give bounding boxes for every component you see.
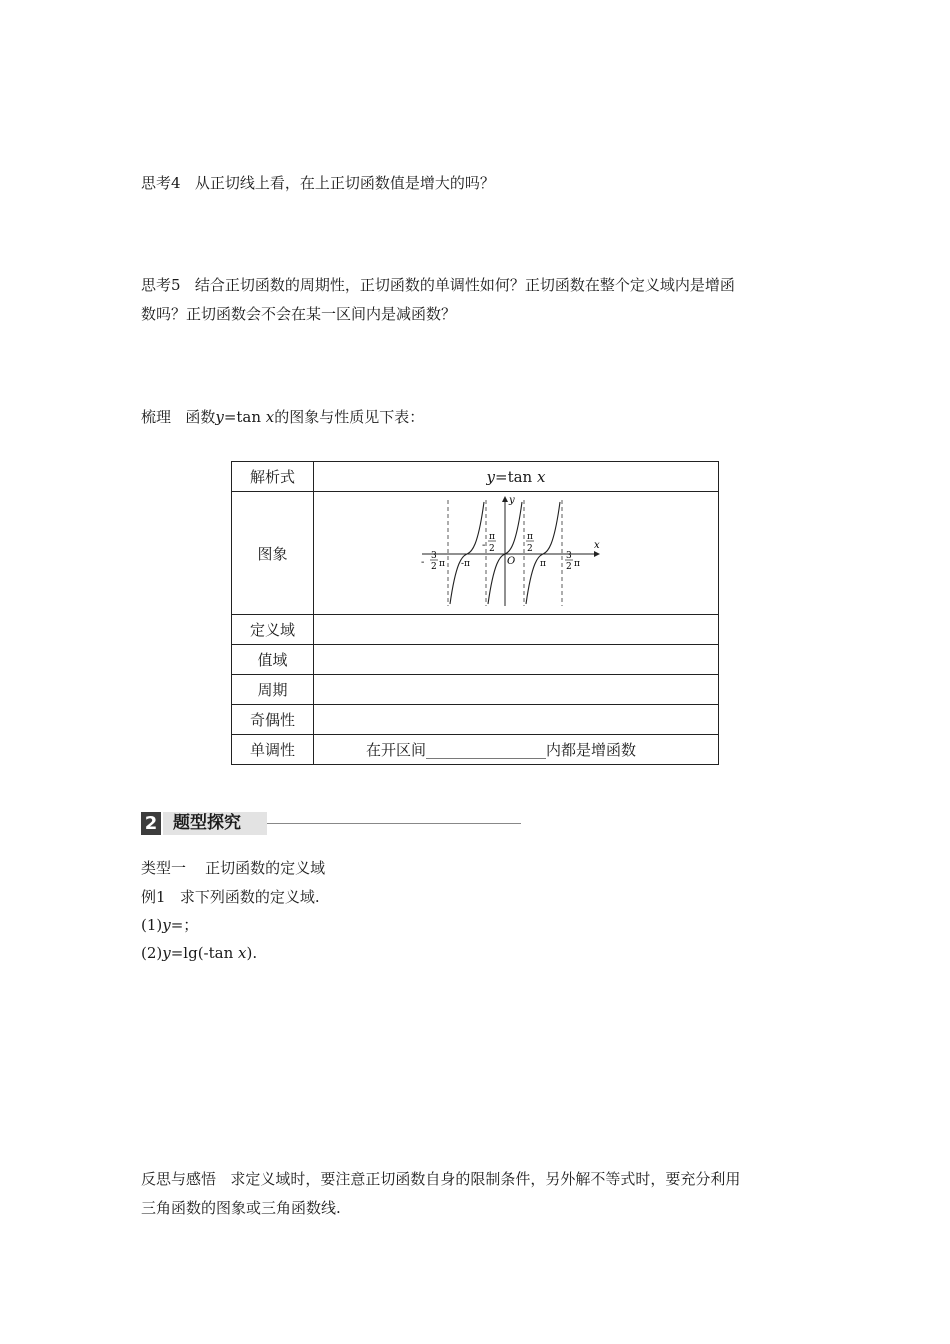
question-1 — [141, 911, 821, 940]
think5-line1: 结合正切函数的周期性，正切函数的单调性如何？正切函数在整个定义域内是增函 — [194, 276, 735, 294]
reflection-line2: 三角函数的图象或三角函数线. — [141, 1199, 341, 1217]
frac-den: 2 — [431, 562, 437, 572]
y-axis-label: y — [509, 495, 515, 506]
x-axis-label: x — [594, 540, 600, 551]
table-label-range: 值域 — [232, 645, 314, 675]
section-header — [141, 812, 521, 836]
think4-label: 思考4 — [141, 174, 181, 192]
pi-label: π — [574, 559, 580, 569]
pi-label: π — [439, 559, 445, 569]
table-label-parity: 奇偶性 — [232, 705, 314, 735]
q2-end: ). — [246, 944, 258, 962]
think4-paragraph — [141, 169, 821, 198]
table-value-period — [314, 675, 719, 705]
section-title: 题型探究 — [163, 812, 267, 835]
q1-rest: =； — [170, 916, 199, 934]
summary-x: x — [265, 408, 275, 426]
pos-pi-label: π — [540, 559, 546, 569]
example1 — [141, 883, 821, 912]
table-row-formula — [232, 462, 719, 492]
type1-text: 正切函数的定义域 — [205, 859, 326, 877]
q2-num: (2) — [141, 944, 163, 962]
think5-paragraph — [141, 271, 821, 329]
summary-y: y — [215, 408, 224, 426]
tan-graph — [416, 494, 616, 612]
neg-sign: - — [421, 557, 425, 568]
summary-eq: =tan — [223, 408, 266, 426]
summary-pre: 函数 — [185, 408, 216, 426]
table-label-domain: 定义域 — [232, 615, 314, 645]
think4-text: 从正切线上看，在上正切函数值是增大的吗？ — [194, 174, 495, 192]
section-divider — [267, 823, 521, 824]
table-value-parity — [314, 705, 719, 735]
frac-den: 2 — [527, 544, 533, 554]
reflection-paragraph — [141, 1165, 821, 1223]
table-value-monotonicity — [314, 735, 719, 765]
summary-label: 梳理 — [141, 408, 172, 426]
table-value-formula — [314, 462, 719, 492]
table-label-period: 周期 — [232, 675, 314, 705]
q2-x: x — [238, 944, 247, 962]
frac-num: 3 — [431, 551, 437, 561]
formula-rest: =tan — [495, 467, 537, 486]
q2-y: y — [162, 944, 171, 962]
frac-num: π — [527, 532, 533, 542]
type1-label: 类型一 — [141, 859, 187, 877]
tan-properties-table — [231, 461, 719, 765]
table-label-graph: 图象 — [232, 492, 314, 615]
type1-heading — [141, 854, 821, 883]
neg-pi-label: -π — [461, 559, 470, 569]
summary-paragraph — [141, 403, 821, 432]
question-2 — [141, 939, 821, 968]
frac-den: 2 — [566, 562, 572, 572]
section-number: 2 — [141, 812, 161, 835]
table-row-range — [232, 645, 719, 675]
q1-num: (1) — [141, 916, 163, 934]
table-value-domain — [314, 615, 719, 645]
neg-sign: - — [482, 540, 486, 551]
table-value-graph — [314, 492, 719, 615]
think5-label: 思考5 — [141, 276, 181, 294]
table-row-graph — [232, 492, 719, 615]
table-label-formula: 解析式 — [232, 462, 314, 492]
monotonicity-blank: ________________ — [426, 741, 547, 759]
table-row-monotonicity — [232, 735, 719, 765]
q2-mid: =lg(-tan — [170, 944, 239, 962]
reflection-line1: 求定义域时，要注意正切函数自身的限制条件，另外解不等式时，要充分利用 — [230, 1170, 741, 1188]
q1-y: y — [162, 916, 171, 934]
example1-text: 求下列函数的定义域. — [179, 888, 320, 906]
table-value-range — [314, 645, 719, 675]
summary-post: 的图象与性质见下表： — [274, 408, 425, 426]
origin-label: O — [507, 556, 516, 567]
frac-num: π — [489, 532, 495, 542]
monotonicity-post: 内都是增函数 — [546, 741, 637, 759]
monotonicity-pre: 在开区间 — [366, 741, 427, 759]
table-row-period — [232, 675, 719, 705]
frac-num: 3 — [566, 551, 572, 561]
formula-y: y — [486, 467, 496, 486]
think5-line2: 数吗？正切函数会不会在某一区间内是减函数？ — [141, 305, 457, 323]
frac-den: 2 — [489, 544, 495, 554]
table-row-parity — [232, 705, 719, 735]
reflection-label: 反思与感悟 — [141, 1170, 217, 1188]
example1-label: 例1 — [141, 888, 166, 906]
table-label-monotonicity: 单调性 — [232, 735, 314, 765]
table-row-domain — [232, 615, 719, 645]
formula-x: x — [536, 467, 546, 486]
